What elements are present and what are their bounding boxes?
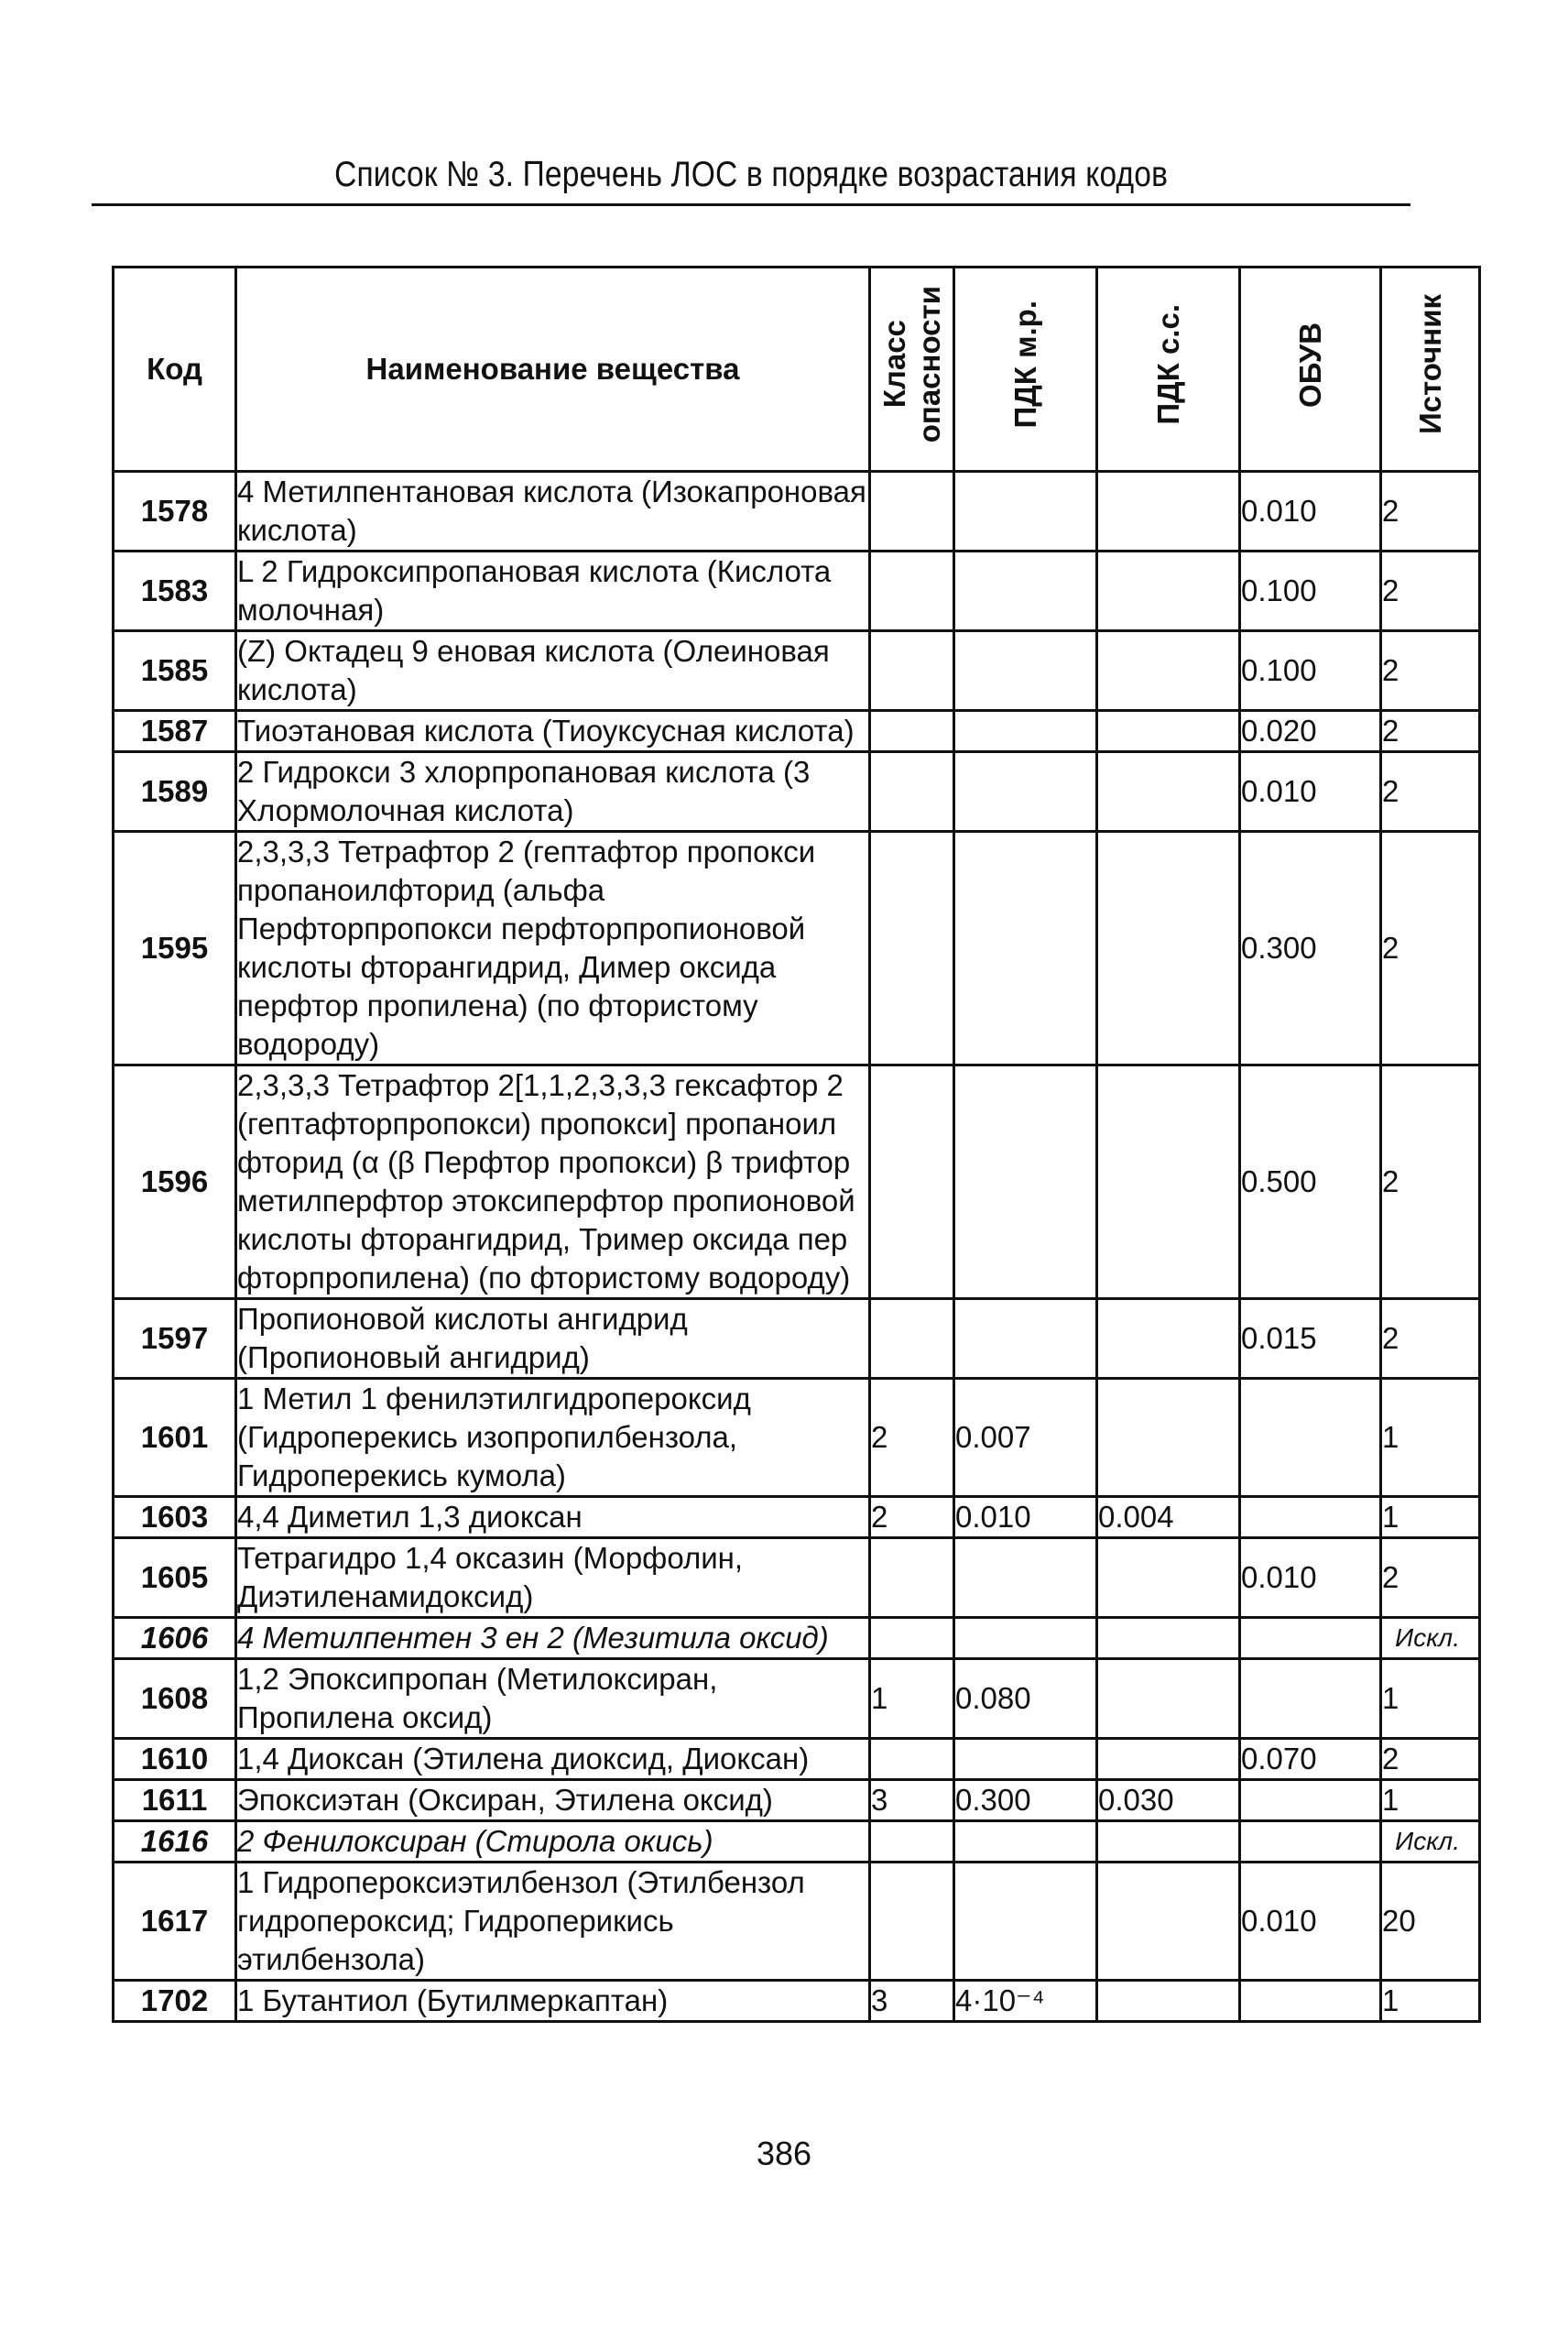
cell-code: 1606 bbox=[114, 1618, 236, 1659]
cell-name: 2,3,3,3 Тетрафтор 2 (гептафтор пропокси пропаноилфторид (альфа Перфторпропокси перфторпропионовой кислоты фторангидрид, Димер оксида перфтор пропилена) (по фтористому водороду) bbox=[236, 832, 870, 1065]
cell-hazard-class: 2 bbox=[870, 1497, 954, 1538]
table-body bbox=[114, 472, 1480, 2022]
header-source: Источник bbox=[1381, 268, 1480, 472]
header-mac-daily: ПДК с.с. bbox=[1097, 268, 1240, 472]
cell-source: 2 bbox=[1381, 1065, 1480, 1299]
cell-code: 1603 bbox=[114, 1497, 236, 1538]
cell-mac-daily bbox=[1097, 1379, 1240, 1497]
cell-code: 1596 bbox=[114, 1065, 236, 1299]
table-header-row bbox=[114, 268, 1480, 472]
table-row bbox=[114, 832, 1480, 1065]
cell-source: 2 bbox=[1381, 1538, 1480, 1618]
cell-obuv bbox=[1240, 1981, 1381, 2022]
table-row bbox=[114, 1780, 1480, 1821]
cell-mac-daily bbox=[1097, 1863, 1240, 1981]
table-row bbox=[114, 472, 1480, 552]
header-mac-single: ПДК м.р. bbox=[954, 268, 1097, 472]
cell-name: 4 Метилпентановая кислота (Изокапроновая кислота) bbox=[236, 472, 870, 552]
cell-source: 1 bbox=[1381, 1659, 1480, 1739]
cell-mac-single bbox=[954, 1538, 1097, 1618]
table-row bbox=[114, 711, 1480, 752]
cell-mac-daily bbox=[1097, 752, 1240, 832]
cell-hazard-class bbox=[870, 1618, 954, 1659]
cell-name: 1 Метил 1 фенилэтилгидропероксид (Гидроперекись изопропилбензола, Гидроперекись кумола) bbox=[236, 1379, 870, 1497]
cell-source: 2 bbox=[1381, 472, 1480, 552]
cell-mac-single bbox=[954, 1299, 1097, 1379]
cell-name: Тетрагидро 1,4 оксазин (Морфолин, Диэтиленамидоксид) bbox=[236, 1538, 870, 1618]
cell-source: 20 bbox=[1381, 1863, 1480, 1981]
cell-source: 2 bbox=[1381, 631, 1480, 711]
cell-obuv: 0.010 bbox=[1240, 752, 1381, 832]
cell-obuv bbox=[1240, 1821, 1381, 1863]
table-row bbox=[114, 1538, 1480, 1618]
cell-obuv bbox=[1240, 1659, 1381, 1739]
cell-source: Искл. bbox=[1381, 1821, 1480, 1863]
page-header bbox=[92, 147, 1410, 206]
cell-name: L 2 Гидроксипропановая кислота (Кислота молочная) bbox=[236, 552, 870, 631]
header-code: Код bbox=[114, 268, 236, 472]
cell-code: 1605 bbox=[114, 1538, 236, 1618]
cell-name: 1 Бутантиол (Бутилмеркаптан) bbox=[236, 1981, 870, 2022]
cell-obuv: 0.100 bbox=[1240, 631, 1381, 711]
cell-mac-daily bbox=[1097, 1659, 1240, 1739]
cell-mac-daily bbox=[1097, 472, 1240, 552]
cell-name: 4 Метилпентен 3 ен 2 (Мезитила оксид) bbox=[236, 1618, 870, 1659]
cell-name: 2,3,3,3 Тетрафтор 2[1,1,2,3,3,3 гексафтор 2 (гептафторпропокси) пропокси] пропаноил фторид (α (β Перфтор пропокси) β трифтор метилперфтор этоксиперфтор пропионовой кислоты фторангидрид, Тример оксида пер фторпропилена) (по фтористому водороду) bbox=[236, 1065, 870, 1299]
cell-mac-single bbox=[954, 631, 1097, 711]
cell-mac-daily bbox=[1097, 631, 1240, 711]
cell-obuv bbox=[1240, 1497, 1381, 1538]
cell-source: 2 bbox=[1381, 1299, 1480, 1379]
cell-mac-single: 0.010 bbox=[954, 1497, 1097, 1538]
cell-mac-daily: 0.004 bbox=[1097, 1497, 1240, 1538]
cell-mac-daily bbox=[1097, 1065, 1240, 1299]
cell-source: 2 bbox=[1381, 1739, 1480, 1780]
cell-mac-single: 0.300 bbox=[954, 1780, 1097, 1821]
cell-mac-daily: 0.030 bbox=[1097, 1780, 1240, 1821]
header-obuv: ОБУВ bbox=[1240, 268, 1381, 472]
table-row bbox=[114, 552, 1480, 631]
cell-mac-single: 0.007 bbox=[954, 1379, 1097, 1497]
cell-code: 1611 bbox=[114, 1780, 236, 1821]
cell-code: 1597 bbox=[114, 1299, 236, 1379]
cell-hazard-class bbox=[870, 1863, 954, 1981]
table-row bbox=[114, 752, 1480, 832]
cell-source: 1 bbox=[1381, 1379, 1480, 1497]
cell-obuv bbox=[1240, 1780, 1381, 1821]
cell-mac-single bbox=[954, 552, 1097, 631]
cell-hazard-class: 2 bbox=[870, 1379, 954, 1497]
cell-mac-daily bbox=[1097, 711, 1240, 752]
cell-code: 1608 bbox=[114, 1659, 236, 1739]
cell-obuv: 0.100 bbox=[1240, 552, 1381, 631]
cell-mac-single bbox=[954, 1618, 1097, 1659]
table-row bbox=[114, 1065, 1480, 1299]
cell-hazard-class bbox=[870, 1065, 954, 1299]
table-row bbox=[114, 1659, 1480, 1739]
cell-mac-single bbox=[954, 832, 1097, 1065]
cell-obuv: 0.500 bbox=[1240, 1065, 1381, 1299]
cell-source: 2 bbox=[1381, 832, 1480, 1065]
cell-obuv: 0.010 bbox=[1240, 1863, 1381, 1981]
cell-code: 1610 bbox=[114, 1739, 236, 1780]
table-row bbox=[114, 1618, 1480, 1659]
table-row bbox=[114, 1863, 1480, 1981]
cell-obuv bbox=[1240, 1379, 1381, 1497]
cell-source: 2 bbox=[1381, 711, 1480, 752]
cell-obuv: 0.010 bbox=[1240, 1538, 1381, 1618]
cell-mac-single bbox=[954, 711, 1097, 752]
table-row bbox=[114, 1739, 1480, 1780]
cell-hazard-class bbox=[870, 1538, 954, 1618]
cell-code: 1578 bbox=[114, 472, 236, 552]
cell-hazard-class: 3 bbox=[870, 1780, 954, 1821]
cell-source: 2 bbox=[1381, 552, 1480, 631]
cell-obuv: 0.015 bbox=[1240, 1299, 1381, 1379]
cell-mac-single bbox=[954, 472, 1097, 552]
cell-code: 1617 bbox=[114, 1863, 236, 1981]
cell-name: 1,4 Диоксан (Этилена диоксид, Диоксан) bbox=[236, 1739, 870, 1780]
cell-hazard-class: 3 bbox=[870, 1981, 954, 2022]
cell-name: (Z) Октадец 9 еновая кислота (Олеиновая кислота) bbox=[236, 631, 870, 711]
cell-source: Искл. bbox=[1381, 1618, 1480, 1659]
cell-mac-single bbox=[954, 1065, 1097, 1299]
cell-hazard-class bbox=[870, 1299, 954, 1379]
cell-obuv: 0.010 bbox=[1240, 472, 1381, 552]
cell-code: 1587 bbox=[114, 711, 236, 752]
cell-mac-single: 4·10⁻⁴ bbox=[954, 1981, 1097, 2022]
cell-hazard-class bbox=[870, 752, 954, 832]
cell-name: Тиоэтановая кислота (Тиоуксусная кислота) bbox=[236, 711, 870, 752]
cell-code: 1589 bbox=[114, 752, 236, 832]
cell-code: 1616 bbox=[114, 1821, 236, 1863]
header-hazard-class: Класс опасности bbox=[870, 268, 954, 472]
cell-code: 1601 bbox=[114, 1379, 236, 1497]
cell-obuv: 0.070 bbox=[1240, 1739, 1381, 1780]
cell-name: 2 Фенилоксиран (Стирола окись) bbox=[236, 1821, 870, 1863]
substances-table bbox=[112, 266, 1481, 2023]
cell-mac-single bbox=[954, 1821, 1097, 1863]
cell-name: 1 Гидропероксиэтилбензол (Этилбензол гидропероксид; Гидроперикись этилбензола) bbox=[236, 1863, 870, 1981]
cell-code: 1585 bbox=[114, 631, 236, 711]
cell-name: 2 Гидрокси 3 хлорпропановая кислота (3 Хлормолочная кислота) bbox=[236, 752, 870, 832]
cell-hazard-class bbox=[870, 1739, 954, 1780]
page-number: 386 bbox=[756, 2135, 812, 2172]
cell-obuv bbox=[1240, 1618, 1381, 1659]
cell-mac-daily bbox=[1097, 832, 1240, 1065]
cell-hazard-class bbox=[870, 552, 954, 631]
cell-mac-daily bbox=[1097, 1981, 1240, 2022]
header-name: Наименование вещества bbox=[236, 268, 870, 472]
cell-hazard-class bbox=[870, 631, 954, 711]
cell-hazard-class bbox=[870, 711, 954, 752]
cell-mac-daily bbox=[1097, 1618, 1240, 1659]
cell-obuv: 0.020 bbox=[1240, 711, 1381, 752]
cell-source: 2 bbox=[1381, 752, 1480, 832]
cell-source: 1 bbox=[1381, 1981, 1480, 2022]
cell-name: 4,4 Диметил 1,3 диоксан bbox=[236, 1497, 870, 1538]
cell-mac-single bbox=[954, 1739, 1097, 1780]
cell-hazard-class bbox=[870, 832, 954, 1065]
table-row bbox=[114, 1497, 1480, 1538]
cell-mac-single bbox=[954, 752, 1097, 832]
table-row bbox=[114, 1821, 1480, 1863]
cell-mac-daily bbox=[1097, 1739, 1240, 1780]
cell-code: 1595 bbox=[114, 832, 236, 1065]
table-row bbox=[114, 1299, 1480, 1379]
cell-mac-daily bbox=[1097, 552, 1240, 631]
cell-hazard-class: 1 bbox=[870, 1659, 954, 1739]
cell-name: Эпоксиэтан (Оксиран, Этилена оксид) bbox=[236, 1780, 870, 1821]
table-row bbox=[114, 631, 1480, 711]
cell-obuv: 0.300 bbox=[1240, 832, 1381, 1065]
table-row bbox=[114, 1379, 1480, 1497]
cell-name: Пропионовой кислоты ангидрид (Пропионовый ангидрид) bbox=[236, 1299, 870, 1379]
cell-mac-single: 0.080 bbox=[954, 1659, 1097, 1739]
cell-name: 1,2 Эпоксипропан (Метилоксиран, Пропилена оксид) bbox=[236, 1659, 870, 1739]
cell-source: 1 bbox=[1381, 1497, 1480, 1538]
cell-mac-daily bbox=[1097, 1299, 1240, 1379]
cell-hazard-class bbox=[870, 472, 954, 552]
cell-hazard-class bbox=[870, 1821, 954, 1863]
cell-source: 1 bbox=[1381, 1780, 1480, 1821]
cell-mac-daily bbox=[1097, 1821, 1240, 1863]
page-title: Список № 3. Перечень ЛОС в порядке возрастания кодов bbox=[333, 155, 1169, 194]
cell-mac-daily bbox=[1097, 1538, 1240, 1618]
cell-code: 1583 bbox=[114, 552, 236, 631]
cell-mac-single bbox=[954, 1863, 1097, 1981]
cell-code: 1702 bbox=[114, 1981, 236, 2022]
table-row bbox=[114, 1981, 1480, 2022]
